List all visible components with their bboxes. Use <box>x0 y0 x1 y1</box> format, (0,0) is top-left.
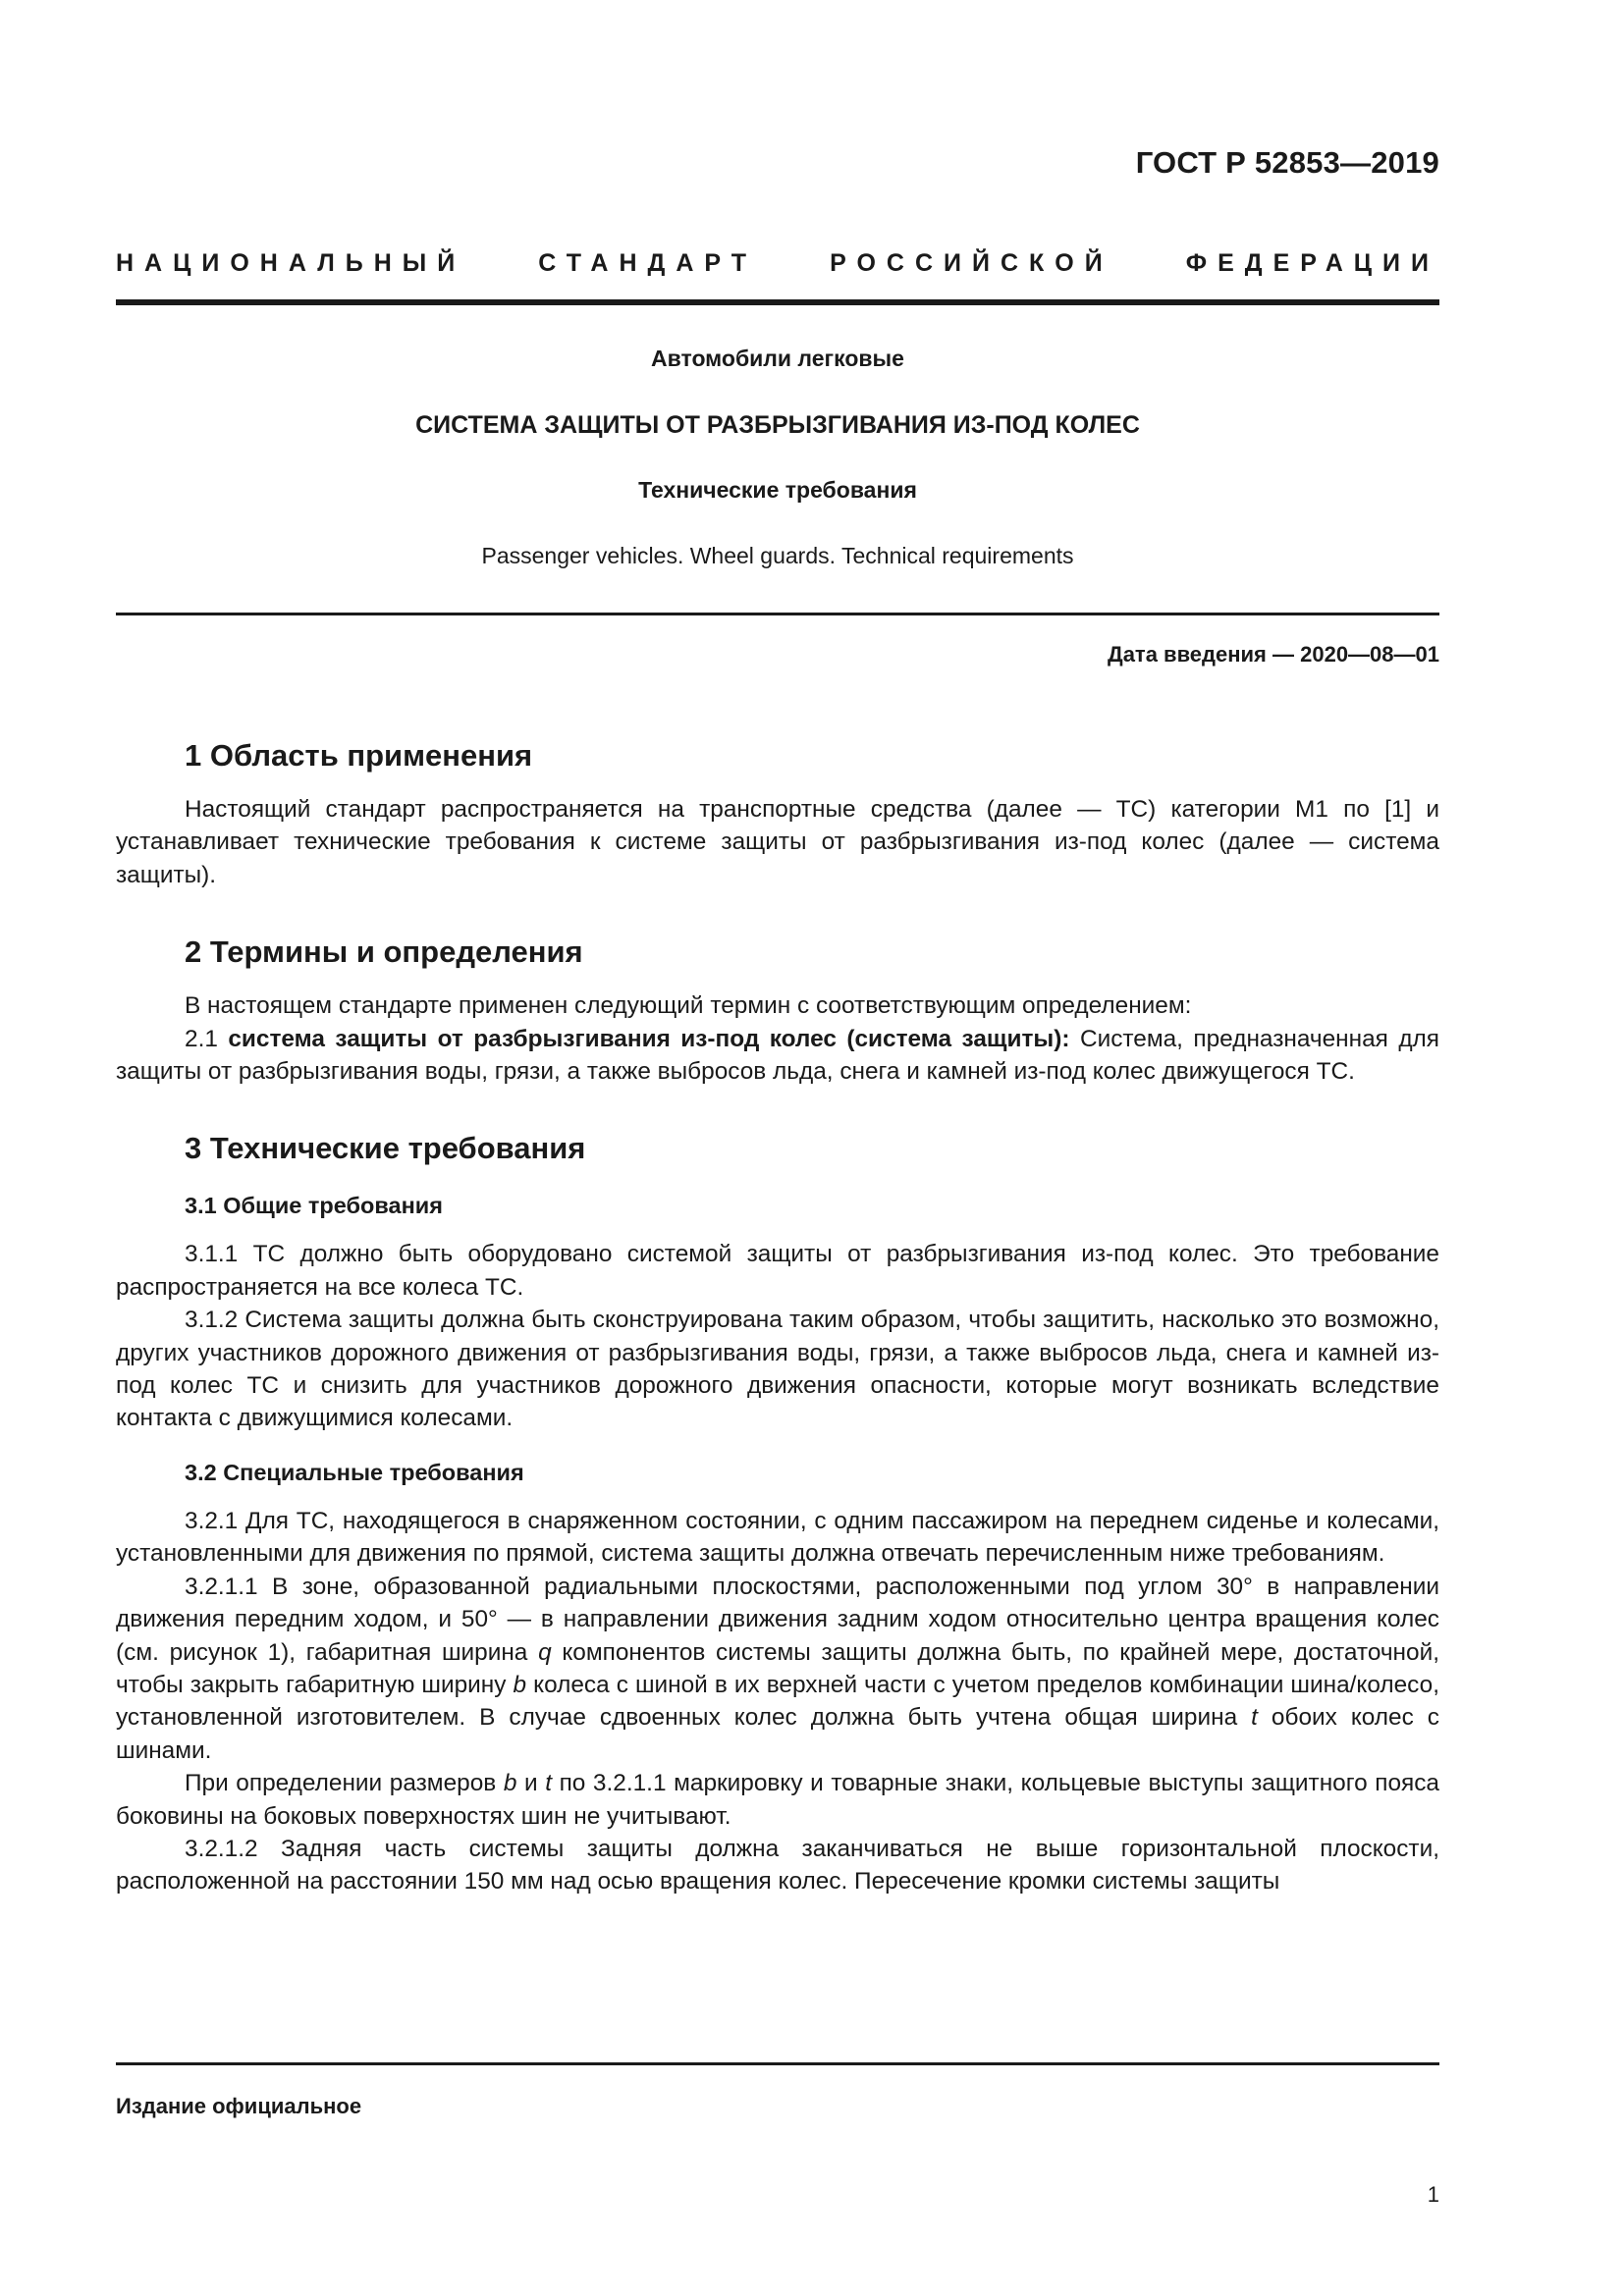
section-2-intro: В настоящем стандарте применен следующий термин с соответствующим определением: <box>185 992 1192 1020</box>
page-number: 1 <box>1427 2182 1439 2207</box>
section-3-2-heading: 3.2 Специальные требования <box>185 1459 524 1485</box>
clause-3-1-1: 3.1.1 ТС должно быть оборудовано системой защиты от разбрызгивания из-под колес. Это требование распространяется на все колеса ТС. <box>116 1241 1439 1301</box>
footer-rule <box>116 2062 1439 2065</box>
standard-number: ГОСТ Р 52853—2019 <box>1135 145 1439 180</box>
title-subtitle: Технические требования <box>638 477 917 503</box>
title-main: СИСТЕМА ЗАЩИТЫ ОТ РАЗБРЫЗГИВАНИЯ ИЗ-ПОД КОЛЕС <box>415 411 1140 439</box>
national-standard-banner: НАЦИОНАЛЬНЫЙ СТАНДАРТ РОССИЙСКОЙ ФЕДЕРАЦИИ <box>116 249 1439 277</box>
title-english: Passenger vehicles. Wheel guards. Technical requirements <box>481 543 1074 568</box>
term-name: система защиты от разбрызгивания из-под колес (система защиты): <box>228 1025 1070 1052</box>
clause-3-2-1-1: 3.2.1.1 В зоне, образованной радиальными плоскостями, расположенными под углом 30° в направлении движения передним ходом, и 50° — в направлении движения задним ходом относительно центра вращения колес (см. рисунок 1), габаритная ширина q компонентов системы защиты должна быть, по крайней мере, достаточной, чтобы закрыть габаритную ширину b колеса с шиной в их верхней части с учетом пределов комбинации шина/колесо, установленной изготовителем. В случае сдвоенных колес должна быть учтена общая ширина t обоих колес с шинами. <box>116 1573 1439 1764</box>
section-3-1-heading: 3.1 Общие требования <box>185 1193 443 1219</box>
section-3-heading: 3 Технические требования <box>185 1131 586 1166</box>
section-1-paragraph: Настоящий стандарт распространяется на транспортные средства (далее — ТС) категории М1 по [1] и устанавливает технические требования к системе защиты от разбрызгивания из-под колес (далее — система защиты). <box>116 796 1439 888</box>
title-category: Автомобили легковые <box>651 346 904 371</box>
official-edition-label: Издание официальное <box>116 2094 362 2118</box>
section-2-heading: 2 Термины и определения <box>185 934 583 970</box>
clause-3-2-1-1-note: При определении размеров b и t по 3.2.1.1 маркировку и товарные знаки, кольцевые выступы защитного пояса боковины на боковых поверхностях шин не учитывают. <box>116 1770 1439 1830</box>
header-thick-rule <box>116 299 1439 305</box>
term-2-1: 2.1 система защиты от разбрызгивания из-под колес (система защиты): Система, предназначенная для защиты от разбрызгивания воды, грязи, а также выбросов льда, снега и камней из-под колес движущегося ТС. <box>116 1025 1439 1086</box>
clause-3-2-1: 3.2.1 Для ТС, находящегося в снаряженном состоянии, с одним пассажиром на переднем сиденье и колесами, установленными для движения по прямой, система защиты должна отвечать перечисленным ниже требованиям. <box>116 1507 1439 1568</box>
clause-3-2-1-2: 3.2.1.2 Задняя часть системы защиты должна заканчиваться не выше горизонтальной плоскости, расположенной на расстоянии 150 мм над осью вращения колес. Пересечение кромки системы защиты <box>116 1835 1439 1896</box>
section-1-heading: 1 Область применения <box>185 738 533 773</box>
introduction-date: Дата введения — 2020—08—01 <box>1108 642 1439 667</box>
title-rule <box>116 613 1439 615</box>
clause-3-1-2: 3.1.2 Система защиты должна быть сконструирована таким образом, чтобы защитить, насколько это возможно, других участников дорожного движения от разбрызгивания воды, грязи, а также выбросов льда, снега и камней из-под колес ТС и снизить для участников дорожного движения опасности, которые могут возникать вследствие контакта с движущимися колесами. <box>116 1307 1439 1432</box>
document-body <box>116 736 1439 1898</box>
